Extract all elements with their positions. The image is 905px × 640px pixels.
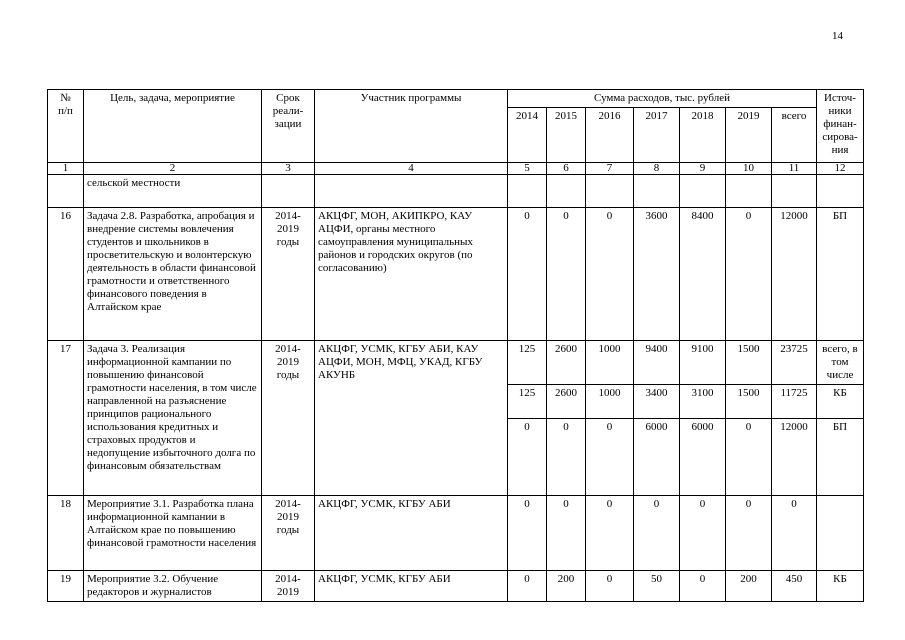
row-value: 23725 <box>772 341 817 385</box>
row-participant: АКЦФГ, УСМК, КГБУ АБИ, КАУ АЦФИ, МОН, МФЦ, УКАД, КГБУ АКУНБ <box>315 341 508 496</box>
column-number: 7 <box>586 163 634 175</box>
row-value: 0 <box>586 208 634 341</box>
row-value: 9100 <box>680 341 726 385</box>
row-goal: Задача 2.8. Разработка, апробация и внедрение системы вовлечения студентов и школьников в просветительскую и волонтерскую деятельность в области финансовой грамотности и ответственного финансового поведения в Алтайском крае <box>84 208 262 341</box>
table-row <box>48 571 864 602</box>
row-value: 3400 <box>634 385 680 419</box>
row-number: 16 <box>48 208 84 341</box>
column-number: 12 <box>817 163 864 175</box>
row-value: 6000 <box>634 419 680 496</box>
row-value: 3100 <box>680 385 726 419</box>
header-year: 2018 <box>680 108 726 163</box>
row-value: 0 <box>508 419 547 496</box>
row-participant: АКЦФГ, УСМК, КГБУ АБИ <box>315 571 508 602</box>
row-value: 0 <box>680 571 726 602</box>
row-term: 2014- 2019 годы <box>262 341 315 496</box>
row-value: 0 <box>508 496 547 571</box>
row-value: 12000 <box>772 419 817 496</box>
row-goal: Мероприятие 3.1. Разработка плана информационной кампании в Алтайском крае по повышению финансовой грамотности населения <box>84 496 262 571</box>
row-value: 0 <box>508 208 547 341</box>
header-goal: Цель, задача, мероприятие <box>84 90 262 163</box>
column-number: 3 <box>262 163 315 175</box>
row-participant: АКЦФГ, УСМК, КГБУ АБИ <box>315 496 508 571</box>
row-value: 1500 <box>726 385 772 419</box>
row-value: 1000 <box>586 341 634 385</box>
row-value: 0 <box>680 496 726 571</box>
row-value: 0 <box>586 496 634 571</box>
row-value: 8400 <box>680 208 726 341</box>
row-number: 18 <box>48 496 84 571</box>
row-participant <box>315 175 508 208</box>
column-number: 9 <box>680 163 726 175</box>
row-value <box>726 175 772 208</box>
row-value: 0 <box>547 496 586 571</box>
row-goal: Задача 3. Реализация информационной кампании по повышению финансовой грамотности населения, в том числе направленной на разъяснение принципов рационального использования кредитных и страховых продуктов и недопущение избыточного долга по финансовым обязательствам <box>84 341 262 496</box>
row-term: 2014- 2019 <box>262 571 315 602</box>
row-value: 9400 <box>634 341 680 385</box>
table-row <box>48 341 864 385</box>
row-value: 200 <box>547 571 586 602</box>
header-year: всего <box>772 108 817 163</box>
header-year: 2017 <box>634 108 680 163</box>
row-term: 2014- 2019 годы <box>262 496 315 571</box>
column-number: 2 <box>84 163 262 175</box>
row-term: 2014- 2019 годы <box>262 208 315 341</box>
header-source: Источ- ники финан- сирова- ния <box>817 90 864 163</box>
row-term <box>262 175 315 208</box>
row-value: 0 <box>726 208 772 341</box>
row-value: 1500 <box>726 341 772 385</box>
row-value: 125 <box>508 385 547 419</box>
row-source <box>817 496 864 571</box>
header-year: 2014 <box>508 108 547 163</box>
row-value: 0 <box>586 571 634 602</box>
row-value <box>547 175 586 208</box>
row-value: 11725 <box>772 385 817 419</box>
table-row <box>48 175 864 208</box>
header-term: Срок реали- зации <box>262 90 315 163</box>
row-goal: сельской местности <box>84 175 262 208</box>
row-value: 450 <box>772 571 817 602</box>
row-value: 0 <box>726 419 772 496</box>
row-value: 2600 <box>547 341 586 385</box>
row-source: БП <box>817 208 864 341</box>
row-value: 0 <box>586 419 634 496</box>
row-participant: АКЦФГ, МОН, АКИПКРО, КАУ АЦФИ, органы местного самоуправления муниципальных районов и городских округов (по согласованию) <box>315 208 508 341</box>
column-number: 4 <box>315 163 508 175</box>
row-value: 125 <box>508 341 547 385</box>
row-value: 0 <box>508 571 547 602</box>
row-value: 3600 <box>634 208 680 341</box>
row-goal: Мероприятие 3.2. Обучение редакторов и журналистов <box>84 571 262 602</box>
row-value: 0 <box>547 419 586 496</box>
row-source: БП <box>817 419 864 496</box>
row-value <box>508 175 547 208</box>
column-number: 11 <box>772 163 817 175</box>
column-number: 10 <box>726 163 772 175</box>
row-value: 50 <box>634 571 680 602</box>
row-value <box>586 175 634 208</box>
table-row <box>48 496 864 571</box>
column-number: 8 <box>634 163 680 175</box>
row-value <box>772 175 817 208</box>
header-year: 2019 <box>726 108 772 163</box>
row-value: 200 <box>726 571 772 602</box>
row-number: 17 <box>48 341 84 496</box>
row-number: 19 <box>48 571 84 602</box>
header-participant: Участник программы <box>315 90 508 163</box>
row-value <box>680 175 726 208</box>
row-number <box>48 175 84 208</box>
header-year: 2015 <box>547 108 586 163</box>
table-row <box>48 208 864 341</box>
expenditure-table <box>47 89 864 602</box>
row-value: 2600 <box>547 385 586 419</box>
column-numbers-row <box>48 163 864 175</box>
header-row <box>48 90 864 108</box>
row-source <box>817 175 864 208</box>
row-value <box>634 175 680 208</box>
column-number: 6 <box>547 163 586 175</box>
row-source: всего, в том числе <box>817 341 864 385</box>
row-source: КБ <box>817 385 864 419</box>
row-value: 0 <box>726 496 772 571</box>
row-source: КБ <box>817 571 864 602</box>
row-value: 1000 <box>586 385 634 419</box>
row-value: 0 <box>547 208 586 341</box>
column-number: 5 <box>508 163 547 175</box>
page-number: 14 <box>832 30 843 42</box>
header-num: № п/п <box>48 90 84 163</box>
row-value: 0 <box>634 496 680 571</box>
header-sum: Сумма расходов, тыс. рублей <box>508 90 817 108</box>
row-value: 6000 <box>680 419 726 496</box>
row-value: 0 <box>772 496 817 571</box>
column-number: 1 <box>48 163 84 175</box>
row-value: 12000 <box>772 208 817 341</box>
header-year: 2016 <box>586 108 634 163</box>
